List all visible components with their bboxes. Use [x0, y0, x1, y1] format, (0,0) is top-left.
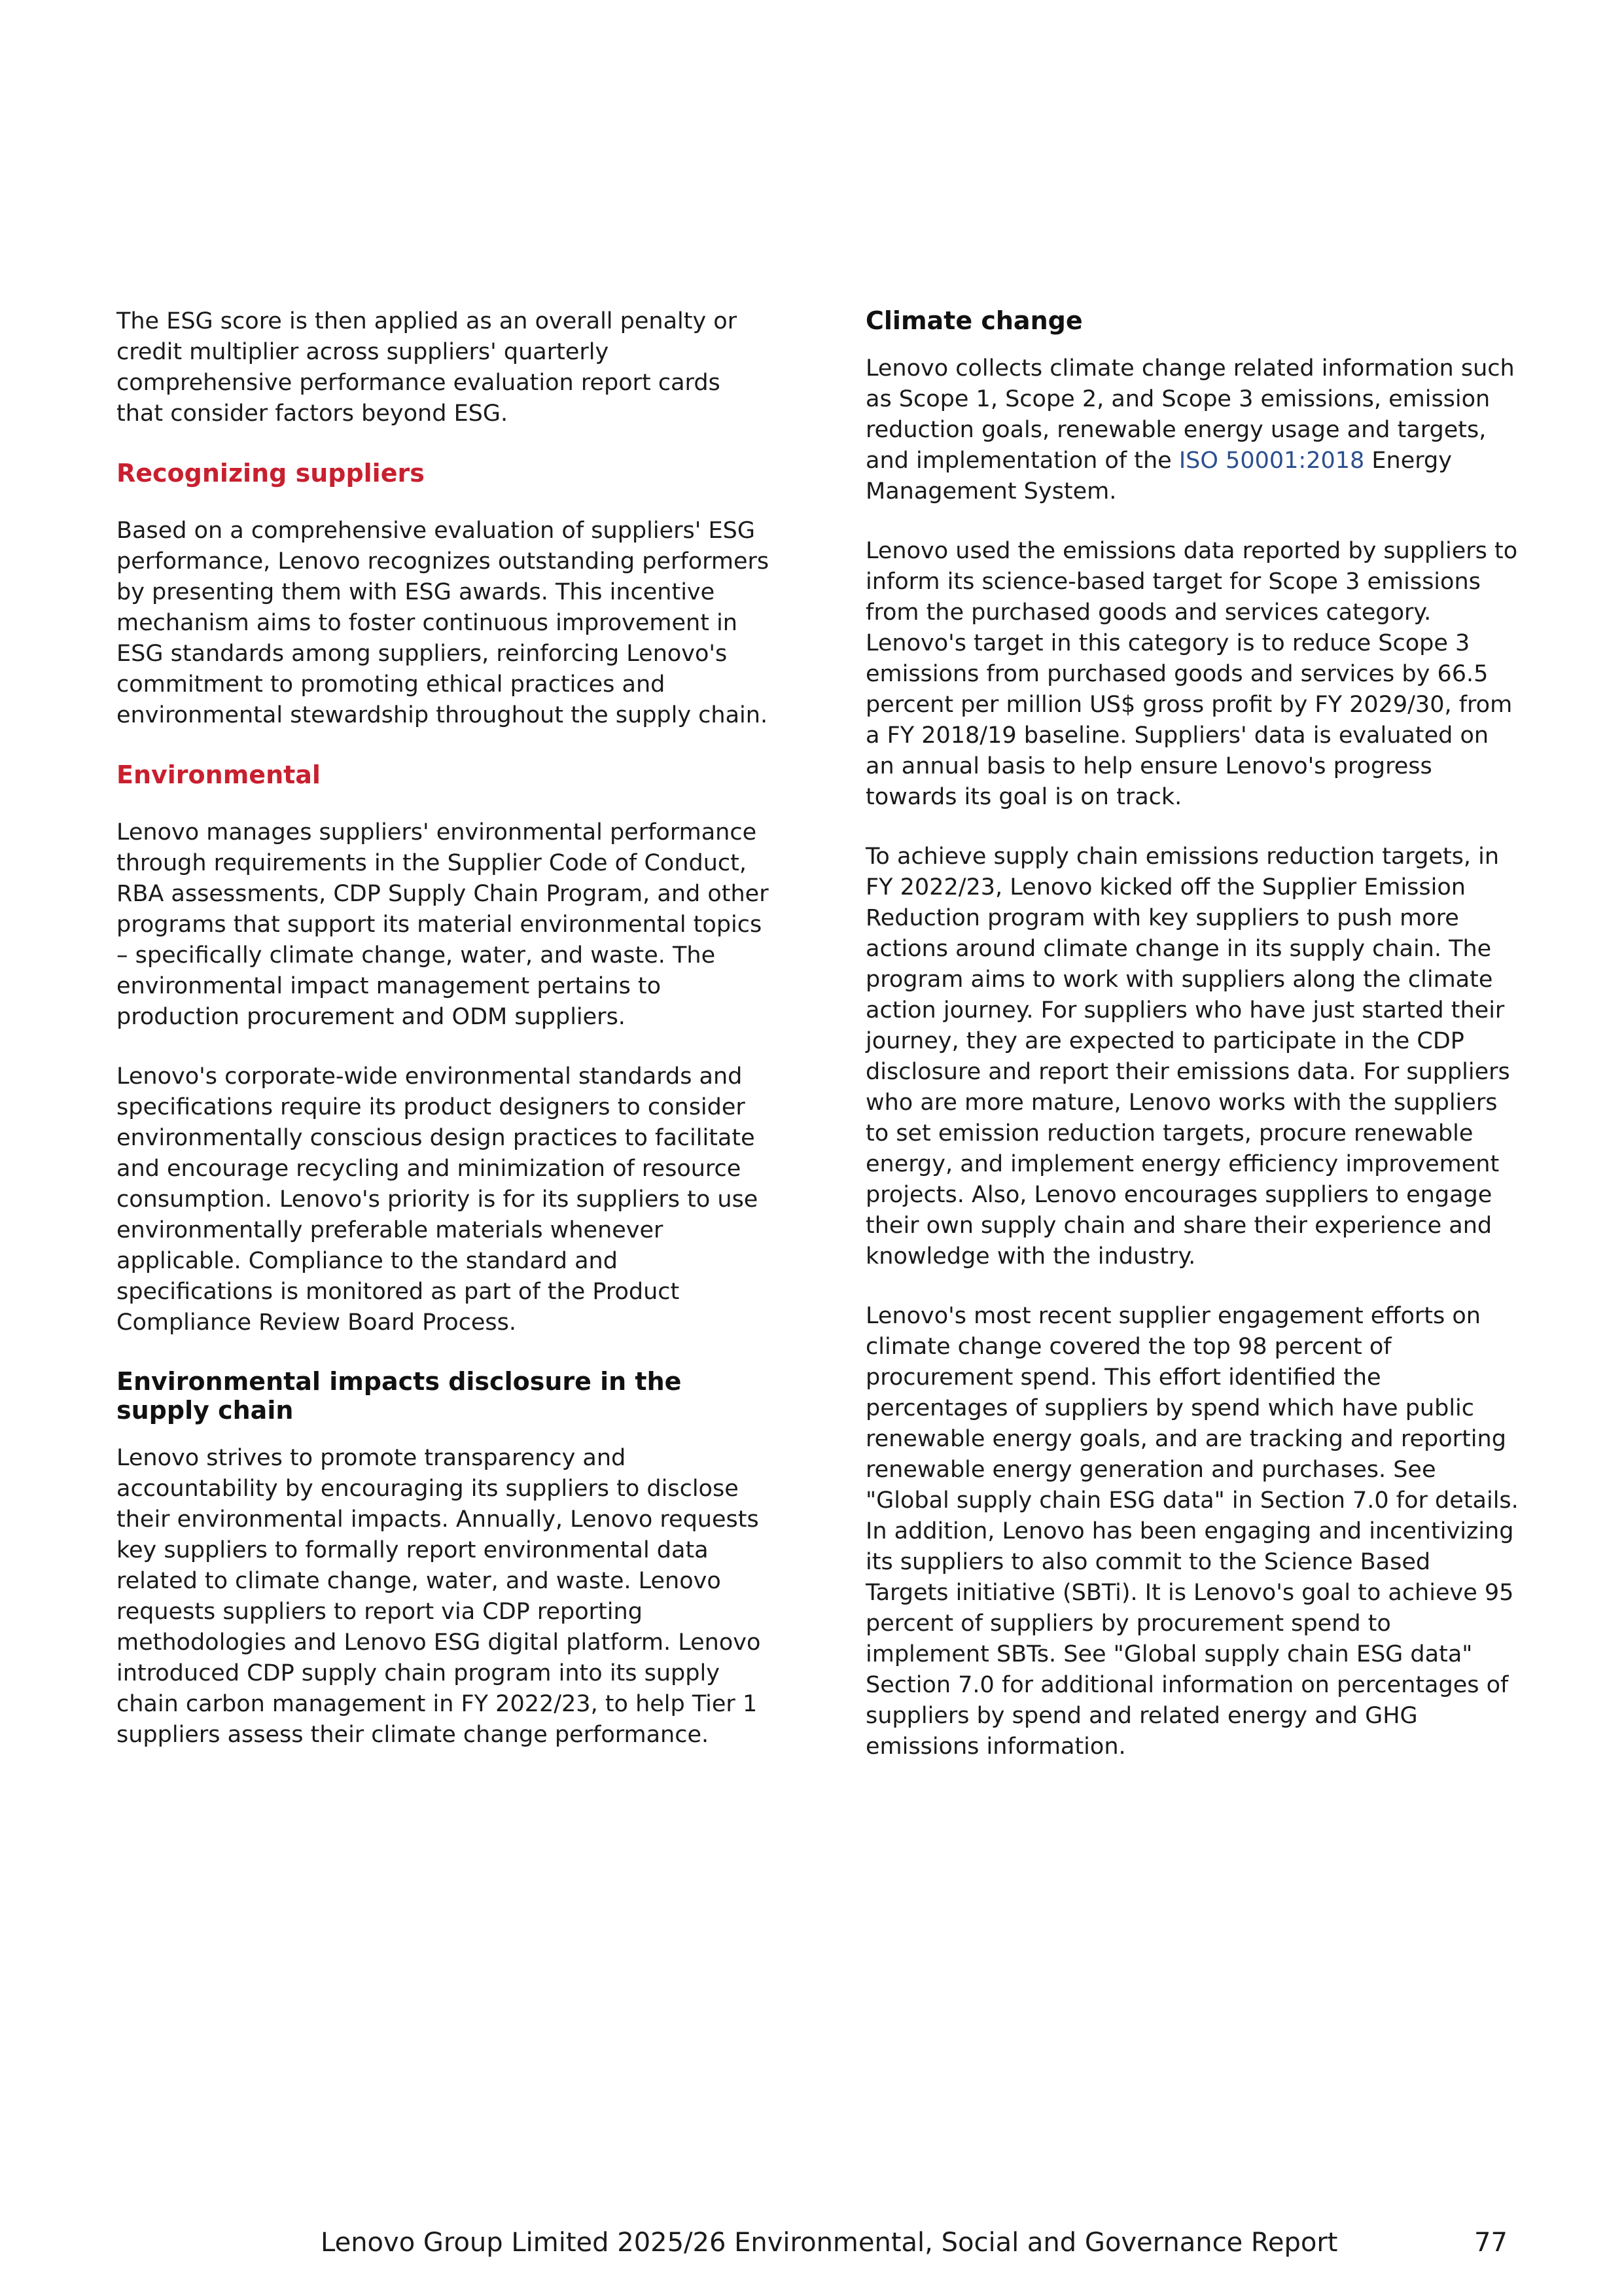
paragraph-environmental-standards: Lenovo's corporate-wide environmental standards and specifications require its product designers to consider environmentally conscious design practices to facilitate and encourage recycling and minimization of resource consumption. Lenovo's priority is for its suppliers to use environmentally preferable materials whenever applicable. Compliance to the standard and specifications is monitored as part of the Product Compliance Review Board Process.	[116, 1063, 758, 1336]
heading-climate-change: Climate change	[866, 306, 1083, 335]
paragraph-climate-info	[866, 353, 1520, 507]
heading-recognizing-suppliers: Recognizing suppliers	[116, 459, 425, 488]
paragraph-emission-reduction-program: To achieve supply chain emissions reduction targets, in FY 2022/23, Lenovo kicked off the Supplier Emission Reduction program with key suppliers to push more actions around climate change in its supply chain. The program aims to work with suppliers along the climate action journey. For suppliers who have just started their journey, they are expected to participate in the CDP disclosure and report their emissions data. For suppliers who are more mature, Lenovo works with the suppliers to set emission reduction targets, procure renewable energy, and implement energy efficiency improvement projects. Also, Lenovo encourages suppliers to engage their own supply chain and share their experience and knowledge with the industry.	[866, 844, 1510, 1270]
page-number: 77	[1474, 2228, 1508, 2258]
climate-info-text-start: Lenovo collects climate change related information such as Scope 1, Scope 2, and Scope 3 emissions, emission reduction goals, renewable energy usage and targets, and implementation of the	[866, 355, 1515, 474]
paragraph-recognizing-suppliers: Based on a comprehensive evaluation of suppliers' ESG performance, Lenovo recognizes outstanding performers by presenting them with ESG awards. This incentive mechanism aims to foster continuous improvement in ESG standards among suppliers, reinforcing Lenovo's commitment to promoting ethical practices and environmental stewardship throughout the supply chain.	[116, 518, 769, 728]
climate-info-text-end: Energy Management System.	[866, 448, 1452, 505]
heading-environmental: Environmental	[116, 760, 321, 789]
paragraph-supplier-engagement: Lenovo's most recent supplier engagement efforts on climate change covered the top 98 percent of procurement spend. This effort identified the percentages of suppliers by spend which have public renewable energy goals, and are tracking and reporting renewable energy generation and purchases. See "Global supply chain ESG data" in Section 7.0 for details. In addition, Lenovo has been engaging and incentivizing its suppliers to also commit to the Science Based Targets initiative (SBTi). It is Lenovo's goal to achieve 95 percent of suppliers by procurement spend to implement SBTs. See "Global supply chain ESG data" Section 7.0 for additional information on percentages of suppliers by spend and related energy and GHG emissions information.	[866, 1303, 1519, 1760]
paragraph-esg-score: The ESG score is then applied as an overall penalty or credit multiplier across suppliers' quarterly comprehensive performance evaluation report cards that consider factors beyond ESG.	[116, 308, 737, 427]
paragraph-impacts-disclosure: Lenovo strives to promote transparency and accountability by encouraging its suppliers to disclose their environmental impacts. Annually, Lenovo requests key suppliers to formally report environmental data related to climate change, water, and waste. Lenovo requests suppliers to report via CDP reporting methodologies and Lenovo ESG digital platform. Lenovo introduced CDP supply chain program into its supply chain carbon management in FY 2022/23, to help Tier 1 suppliers assess their climate change performance.	[116, 1445, 761, 1748]
left-column	[116, 306, 772, 1779]
paragraph-science-based-target: Lenovo used the emissions data reported by suppliers to inform its science-based target for Scope 3 emissions from the purchased goods and services category. Lenovo's target in this category is to reduce Scope 3 emissions from purchased goods and services by 66.5 percent per million US$ gross profit by FY 2029/30, from a FY 2018/19 baseline. Suppliers' data is evaluated on an annual basis to help ensure Lenovo's progress towards its goal is on track.	[866, 538, 1518, 810]
iso-50001-link[interactable]: ISO 50001:2018	[1178, 448, 1365, 474]
right-column	[866, 306, 1520, 1791]
paragraph-environmental-performance: Lenovo manages suppliers' environmental performance through requirements in the Supplier Code of Conduct, RBA assessments, CDP Supply Chain Program, and other programs that support its material environmental topics – specifically climate change, water, and waste. The environmental impact management pertains to production procurement and ODM suppliers.	[116, 819, 769, 1030]
heading-impacts-disclosure: Environmental impacts disclosure in the supply chain	[116, 1367, 682, 1425]
footer-report-title: Lenovo Group Limited 2025/26 Environmental, Social and Governance Report	[321, 2228, 1338, 2258]
